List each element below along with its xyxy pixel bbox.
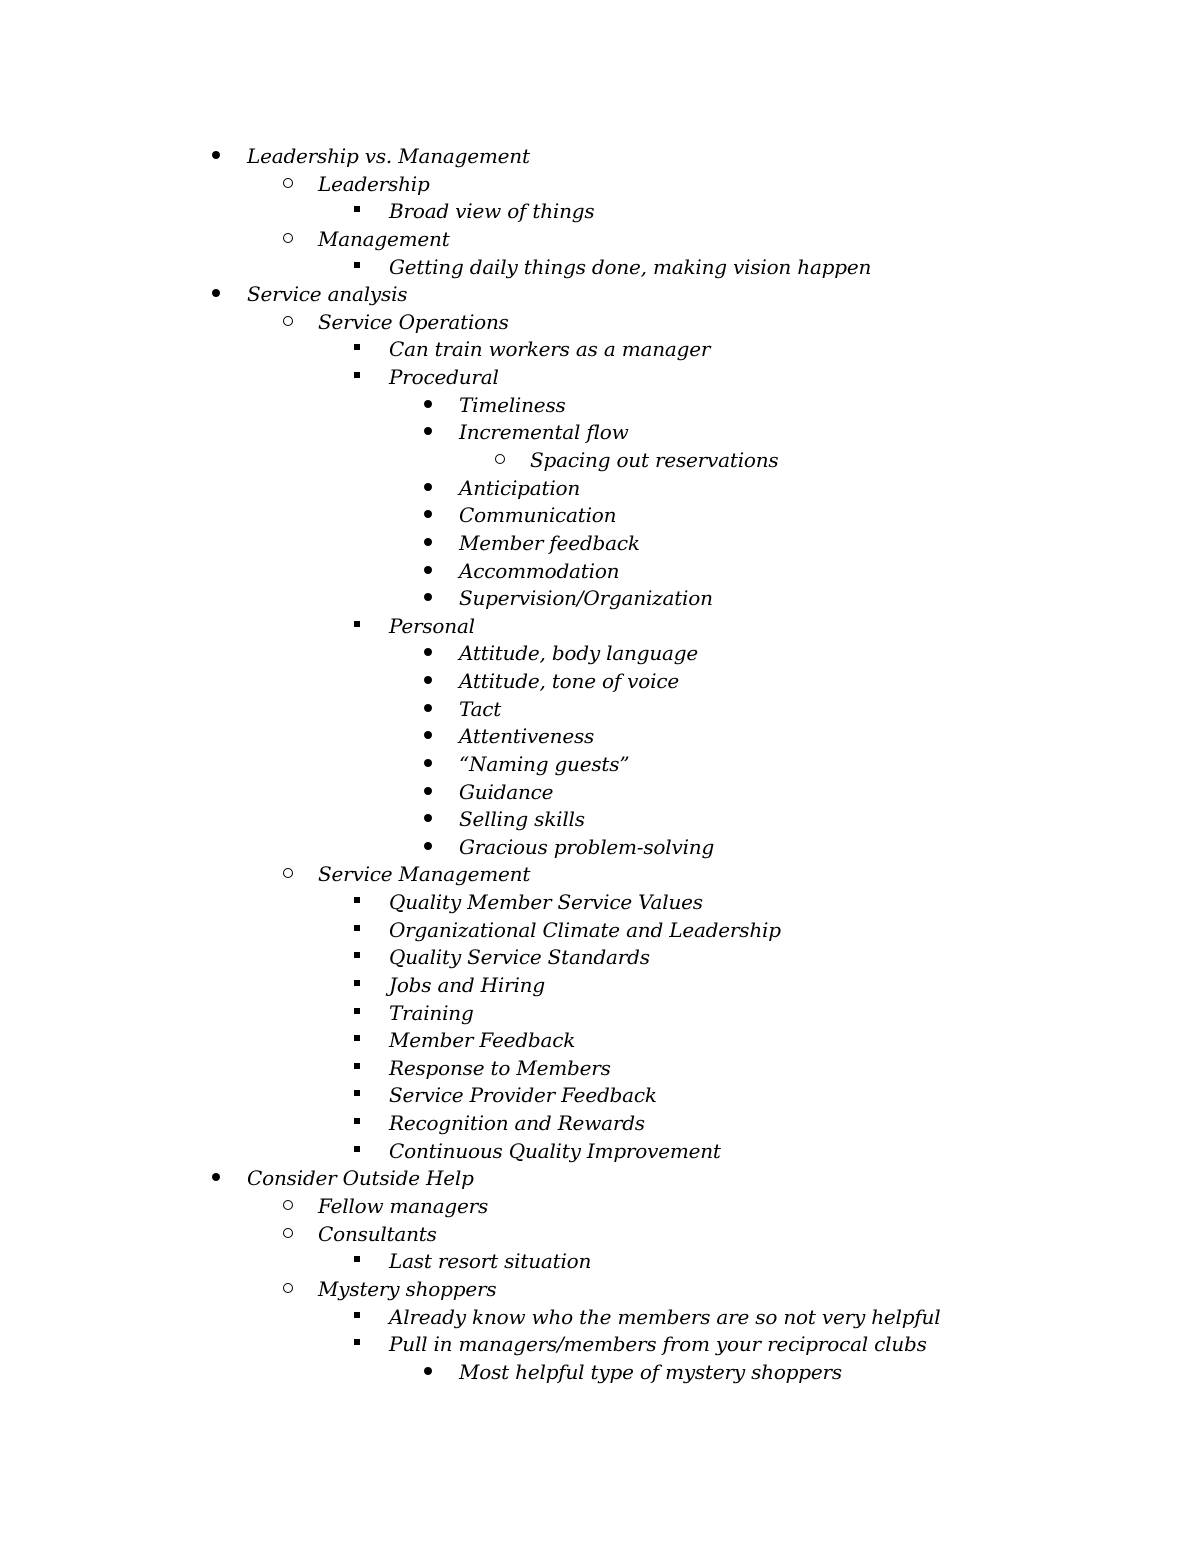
outline-item-level-4 xyxy=(0,474,1200,502)
outline-item-text: Personal xyxy=(389,613,475,638)
outline-item-text: Mystery shoppers xyxy=(318,1276,497,1301)
outline-item-text: Anticipation xyxy=(459,475,581,500)
outline-item-level-3 xyxy=(0,612,1200,640)
outline-item-text: Broad view of things xyxy=(389,199,595,224)
outline-item-text: Guidance xyxy=(459,779,554,804)
outline-item-text: Can train workers as a manager xyxy=(389,337,711,362)
outline-item-level-3 xyxy=(0,1054,1200,1082)
outline-item-level-3 xyxy=(0,1081,1200,1109)
outline-item-text: “Naming guests” xyxy=(459,751,630,776)
outline-item-text: Pull in managers/members from your reciprocal clubs xyxy=(389,1332,927,1357)
outline-item-text: Communication xyxy=(459,503,617,528)
outline-item-text: Consider Outside Help xyxy=(247,1166,474,1191)
outline-item-text: Attitude, tone of voice xyxy=(459,669,679,693)
outline-item-level-3 xyxy=(0,363,1200,391)
outline-item-text: Leadership xyxy=(318,171,430,196)
outline-item-level-3 xyxy=(0,943,1200,971)
outline-item-level-4 xyxy=(0,557,1200,585)
outline-item-level-4 xyxy=(0,750,1200,778)
outline-item-text: Supervision/Organization xyxy=(459,586,713,611)
outline-item-text: Accommodation xyxy=(459,558,620,583)
outline-item-level-3 xyxy=(0,1303,1200,1331)
outline-item-level-4 xyxy=(0,501,1200,529)
outline-item-level-3 xyxy=(0,888,1200,916)
outline-item-text: Continuous Quality Improvement xyxy=(389,1138,721,1163)
outline-item-level-1 xyxy=(0,280,1200,308)
outline-item-level-4 xyxy=(0,805,1200,833)
outline-item-text: Spacing out reservations xyxy=(530,447,779,472)
outline-item-level-4 xyxy=(0,778,1200,806)
outline-item-text: Service analysis xyxy=(247,282,408,307)
outline-item-text: Timeliness xyxy=(459,392,566,417)
outline-item-text: Attitude, body language xyxy=(459,641,698,666)
outline-item-text: Management xyxy=(318,226,450,251)
outline-item-level-3 xyxy=(0,1109,1200,1137)
outline-item-text: Selling skills xyxy=(459,807,585,832)
outline-item-text: Last resort situation xyxy=(389,1249,592,1274)
outline-item-level-1 xyxy=(0,1164,1200,1192)
outline-item-level-2 xyxy=(0,860,1200,888)
outline-item-text: Quality Member Service Values xyxy=(389,890,703,914)
outline-item-text: Getting daily things done, making vision happen xyxy=(389,254,872,279)
outline-item-level-3 xyxy=(0,1247,1200,1275)
outline-item-text: Consultants xyxy=(318,1221,437,1246)
outline-item-level-3 xyxy=(0,971,1200,999)
outline-item-text: Service Provider Feedback xyxy=(389,1083,657,1108)
outline-item-text: Attentiveness xyxy=(459,724,595,749)
outline-item-text: Service Operations xyxy=(318,309,509,334)
outline-item-level-2 xyxy=(0,308,1200,336)
outline-item-level-5 xyxy=(0,446,1200,474)
outline-item-text: Already know who the members are so not very helpful xyxy=(389,1304,941,1329)
outline-item-level-4 xyxy=(0,1358,1200,1386)
outline-item-level-1 xyxy=(0,142,1200,170)
outline-item-level-3 xyxy=(0,253,1200,281)
outline-item-level-4 xyxy=(0,722,1200,750)
outline-item-text: Jobs and Hiring xyxy=(389,972,545,997)
outline-item-level-2 xyxy=(0,1275,1200,1303)
outline-item-level-4 xyxy=(0,418,1200,446)
outline-item-text: Response to Members xyxy=(389,1055,611,1080)
outline-item-text: Recognition and Rewards xyxy=(389,1111,645,1135)
outline-item-level-4 xyxy=(0,639,1200,667)
outline-item-text: Most helpful type of mystery shoppers xyxy=(459,1359,842,1384)
outline-item-level-4 xyxy=(0,667,1200,695)
outline-item-text: Training xyxy=(389,1000,474,1025)
outline-item-level-4 xyxy=(0,584,1200,612)
outline-item-level-4 xyxy=(0,833,1200,861)
outline-item-text: Tact xyxy=(459,696,502,721)
outline-item-level-3 xyxy=(0,916,1200,944)
outline-item-level-4 xyxy=(0,529,1200,557)
outline-item-level-2 xyxy=(0,1220,1200,1248)
outline-item-text: Organizational Climate and Leadership xyxy=(389,917,781,942)
outline-item-level-3 xyxy=(0,197,1200,225)
outline-item-level-4 xyxy=(0,391,1200,419)
outline-item-text: Fellow managers xyxy=(318,1193,489,1218)
outline-item-level-2 xyxy=(0,1192,1200,1220)
outline-item-level-3 xyxy=(0,1137,1200,1165)
outline-item-level-3 xyxy=(0,335,1200,363)
outline-item-level-2 xyxy=(0,170,1200,198)
outline-item-text: Leadership vs. Management xyxy=(247,144,530,168)
outline-item-level-3 xyxy=(0,1330,1200,1358)
outline-item-text: Member Feedback xyxy=(389,1028,576,1053)
outline-item-level-4 xyxy=(0,695,1200,723)
outline-item-text: Quality Service Standards xyxy=(389,945,650,970)
outline-item-level-3 xyxy=(0,999,1200,1027)
outline-item-text: Procedural xyxy=(389,365,499,389)
outline-item-text: Service Management xyxy=(318,862,531,887)
outline-item-text: Gracious problem-solving xyxy=(459,834,715,859)
outline-item-text: Member feedback xyxy=(459,530,640,555)
outline-item-level-2 xyxy=(0,225,1200,253)
outline-item-level-3 xyxy=(0,1026,1200,1054)
outline-item-text: Incremental flow xyxy=(459,420,629,445)
